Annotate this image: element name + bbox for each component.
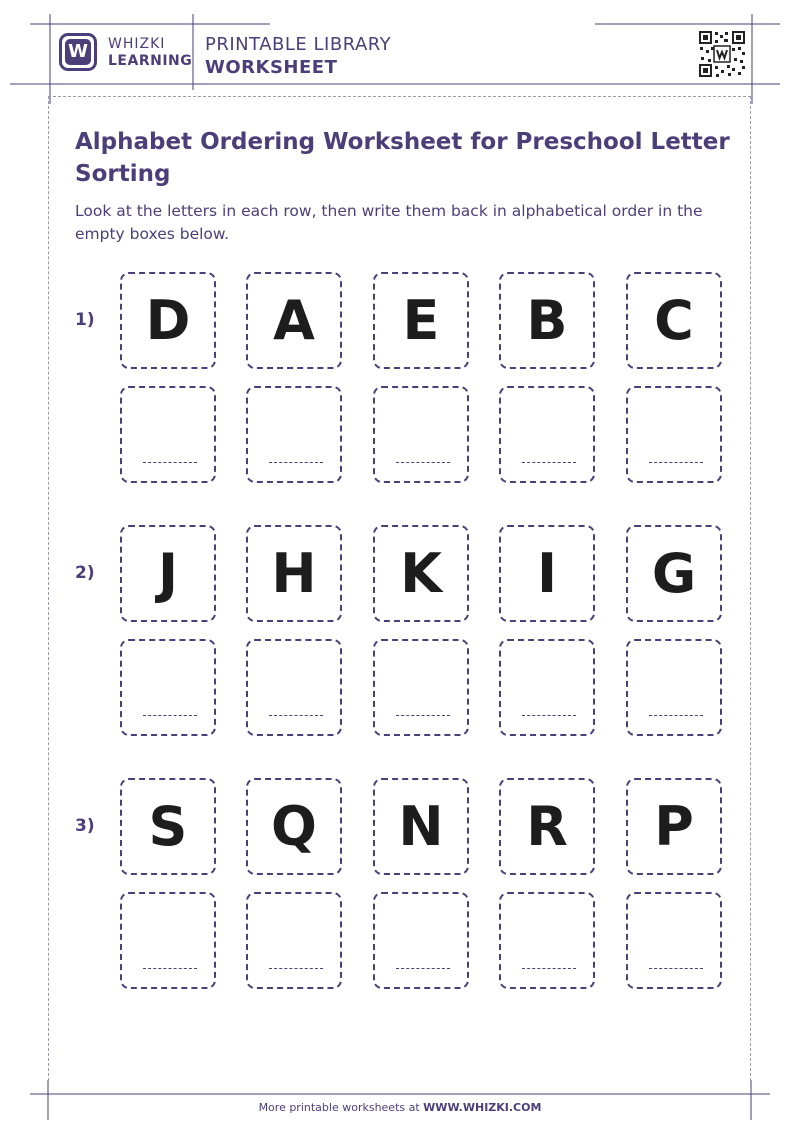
letter-box: [373, 272, 469, 369]
row-number: 3): [75, 816, 95, 836]
letter: H: [271, 542, 317, 605]
letter-box: [626, 778, 722, 875]
answer-box[interactable]: [120, 386, 216, 483]
write-line: [269, 715, 323, 716]
letter-box: [499, 272, 595, 369]
footer: [0, 1101, 800, 1114]
letter-box: [246, 525, 342, 622]
footer-text: More printable worksheets at: [258, 1101, 420, 1114]
write-line: [396, 715, 450, 716]
letter-box: [246, 272, 342, 369]
letter-box: [120, 778, 216, 875]
letter-box: [373, 525, 469, 622]
letter: I: [536, 542, 558, 605]
write-line: [649, 715, 703, 716]
answer-box[interactable]: [120, 892, 216, 989]
row-number: 1): [75, 310, 95, 330]
letter-box: [626, 272, 722, 369]
brand-subname: LEARNING: [108, 53, 193, 69]
answer-box[interactable]: [246, 386, 342, 483]
worksheet-instructions: Look at the letters in each row, then write them back in alphabetical order in the empty boxes below.: [75, 202, 703, 243]
worksheet-label: WORKSHEET: [205, 57, 338, 78]
whizki-logo: [59, 33, 97, 71]
answer-box[interactable]: [626, 892, 722, 989]
letter-box: [626, 525, 722, 622]
library-label: PRINTABLE LIBRARY: [205, 34, 392, 55]
row-number: 2): [75, 563, 95, 583]
letter: S: [148, 795, 188, 858]
answer-box[interactable]: [499, 386, 595, 483]
qr-code-icon: [698, 30, 746, 78]
letter: A: [273, 289, 315, 352]
answer-box[interactable]: [246, 892, 342, 989]
write-line: [269, 968, 323, 969]
write-line: [522, 968, 576, 969]
letter-box: [373, 778, 469, 875]
write-line: [143, 968, 197, 969]
letter-box: [120, 525, 216, 622]
write-line: [269, 462, 323, 463]
worksheet-title: Alphabet Ordering Worksheet for Preschool Letter Sorting: [75, 129, 730, 187]
answer-box[interactable]: [626, 386, 722, 483]
letter: R: [526, 795, 568, 858]
write-line: [143, 715, 197, 716]
letter: K: [400, 542, 442, 605]
letter: N: [398, 795, 444, 858]
write-line: [649, 968, 703, 969]
letter: E: [402, 289, 440, 352]
letter-box: [120, 272, 216, 369]
write-line: [396, 968, 450, 969]
letter: Q: [271, 795, 317, 858]
letter-box: [499, 525, 595, 622]
answer-box[interactable]: [626, 639, 722, 736]
write-line: [522, 462, 576, 463]
write-line: [396, 462, 450, 463]
answer-box[interactable]: [499, 892, 595, 989]
answer-box[interactable]: [373, 386, 469, 483]
letter: D: [145, 289, 191, 352]
letter: G: [651, 542, 697, 605]
write-line: [143, 462, 197, 463]
letter: B: [526, 289, 568, 352]
logo-letter: W: [65, 39, 91, 65]
answer-box[interactable]: [373, 892, 469, 989]
answer-box[interactable]: [373, 639, 469, 736]
letter-box: [246, 778, 342, 875]
answer-box[interactable]: [120, 639, 216, 736]
letter: C: [654, 289, 694, 352]
brand-name: WHIZKI: [108, 36, 166, 52]
write-line: [522, 715, 576, 716]
footer-link[interactable]: WWW.WHIZKI.COM: [423, 1101, 542, 1114]
write-line: [649, 462, 703, 463]
letter: J: [157, 542, 179, 605]
letter-box: [499, 778, 595, 875]
answer-box[interactable]: [246, 639, 342, 736]
letter: P: [654, 795, 694, 858]
answer-box[interactable]: [499, 639, 595, 736]
